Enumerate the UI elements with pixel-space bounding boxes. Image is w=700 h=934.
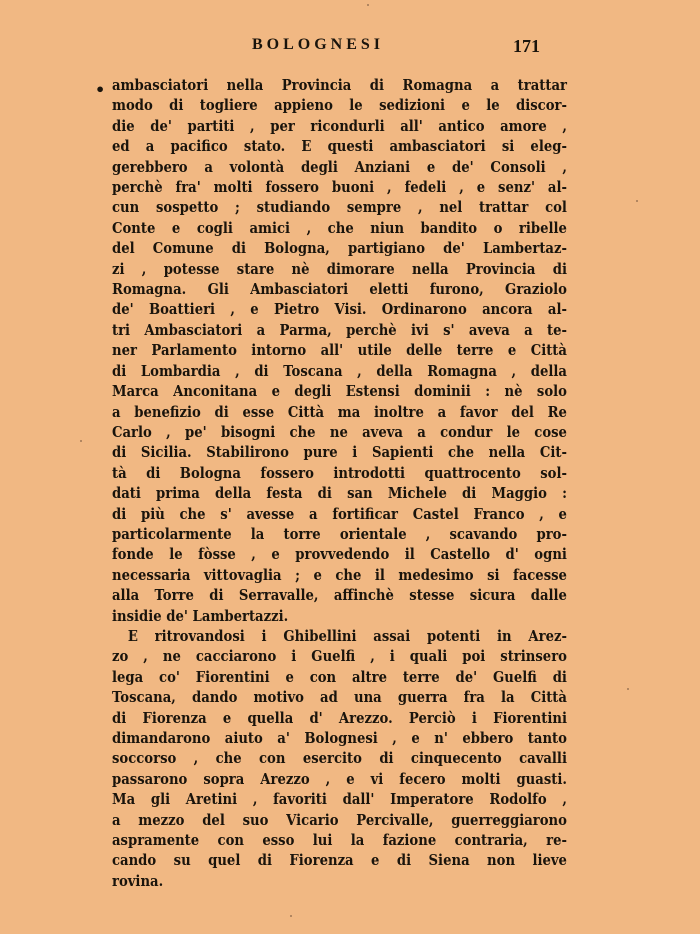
text-line: alla Torre di Serravalle, affinchè stesse sicura dalle <box>112 586 567 605</box>
text-line: cando su quel di Fiorenza e di Siena non lieve <box>112 851 567 870</box>
text-line: ner Parlamento intorno all' utile delle terre e Città <box>112 341 567 360</box>
text-line: ed a pacifico stato. E questi ambasciatori si eleg- <box>112 137 567 156</box>
body-text <box>112 75 567 891</box>
text-line: soccorso , che con esercito di cinquecento cavalli <box>112 749 567 768</box>
margin-mark: • <box>95 80 106 99</box>
text-line: modo di togliere appieno le sedizioni e le discor- <box>112 96 567 115</box>
text-line: particolarmente la torre orientale , scavando pro- <box>112 524 567 543</box>
text-line: cun sospetto ; studiando sempre , nel trattar col <box>112 198 567 217</box>
text-line: perchè fra' molti fossero buoni , fedeli , e senz' al- <box>112 178 567 197</box>
text-line: del Comune di Bologna, partigiano de' Lambertaz- <box>112 239 567 258</box>
text-line: die de' partiti , per ricondurli all' antico amore , <box>112 116 567 135</box>
text-line: Conte e cogli amici , che niun bandito o ribelle <box>112 218 567 237</box>
text-line: zi , potesse stare nè dimorare nella Provincia di <box>112 259 567 278</box>
running-title: BOLOGNESI <box>252 36 385 53</box>
text-line: di Fiorenza e quella d' Arezzo. Perciò i Fiorentini <box>112 708 567 727</box>
paper-speck <box>80 440 82 442</box>
paragraph <box>112 75 567 626</box>
paper-speck <box>367 4 369 6</box>
text-line: Carlo , pe' bisogni che ne aveva a condur le cose <box>112 422 567 441</box>
text-line: insidie de' Lambertazzi. <box>112 606 289 625</box>
running-head <box>0 36 700 60</box>
text-line: a benefizio di esse Città ma inoltre a favor del Re <box>112 402 567 421</box>
text-line: di più che s' avesse a fortificar Castel Franco , e <box>112 504 567 523</box>
text-line: di Lombardia , di Toscana , della Romagna , della <box>112 361 567 380</box>
text-line: Marca Anconitana e degli Estensi dominii : nè solo <box>112 382 567 401</box>
text-line: ambasciatori nella Provincia di Romagna a trattar <box>112 76 567 94</box>
text-line: Toscana, dando motivo ad una guerra fra la Città <box>112 688 567 707</box>
text-line: lega co' Fiorentini e con altre terre de' Guelfi di <box>112 667 567 686</box>
paper-speck <box>290 915 292 917</box>
text-line: aspramente con esso lui la fazione contraria, re- <box>112 831 567 850</box>
text-line: E ritrovandosi i Ghibellini assai potenti in Arez- <box>127 626 567 645</box>
text-line: a mezzo del suo Vicario Percivalle, guerreggiarono <box>112 810 567 829</box>
text-line: zo , ne cacciarono i Guelfi , i quali poi strinsero <box>112 647 567 666</box>
text-line: tri Ambasciatori a Parma, perchè ivi s' aveva a te- <box>112 320 567 339</box>
text-line: Ma gli Aretini , favoriti dall' Imperatore Rodolfo , <box>112 790 567 809</box>
paper-speck <box>627 688 629 690</box>
text-line: gerebbero a volontà degli Anziani e de' Consoli , <box>112 157 567 176</box>
text-line: fonde le fòsse , e provvedendo il Castello d' ogni <box>112 545 567 564</box>
text-line: necessaria vittovaglia ; e che il medesimo si facesse <box>112 565 567 584</box>
paper-speck <box>636 200 638 202</box>
text-line: dimandarono aiuto a' Bolognesi , e n' ebbero tanto <box>112 729 567 747</box>
text-line: tà di Bologna fossero introdotti quattrocento sol- <box>112 463 567 482</box>
text-line: passarono sopra Arezzo , e vi fecero molti guasti. <box>112 769 567 788</box>
text-line: de' Boattieri , e Pietro Visi. Ordinarono ancora al- <box>112 300 567 319</box>
page-number: 171 <box>513 36 540 56</box>
text-line: dati prima della festa di san Michele di Maggio : <box>112 484 567 503</box>
text-line: rovina. <box>112 871 164 890</box>
text-line: Romagna. Gli Ambasciatori eletti furono, Graziolo <box>112 280 567 299</box>
text-line: di Sicilia. Stabilirono pure i Sapienti che nella Cit- <box>112 443 567 462</box>
paragraph <box>112 626 567 891</box>
